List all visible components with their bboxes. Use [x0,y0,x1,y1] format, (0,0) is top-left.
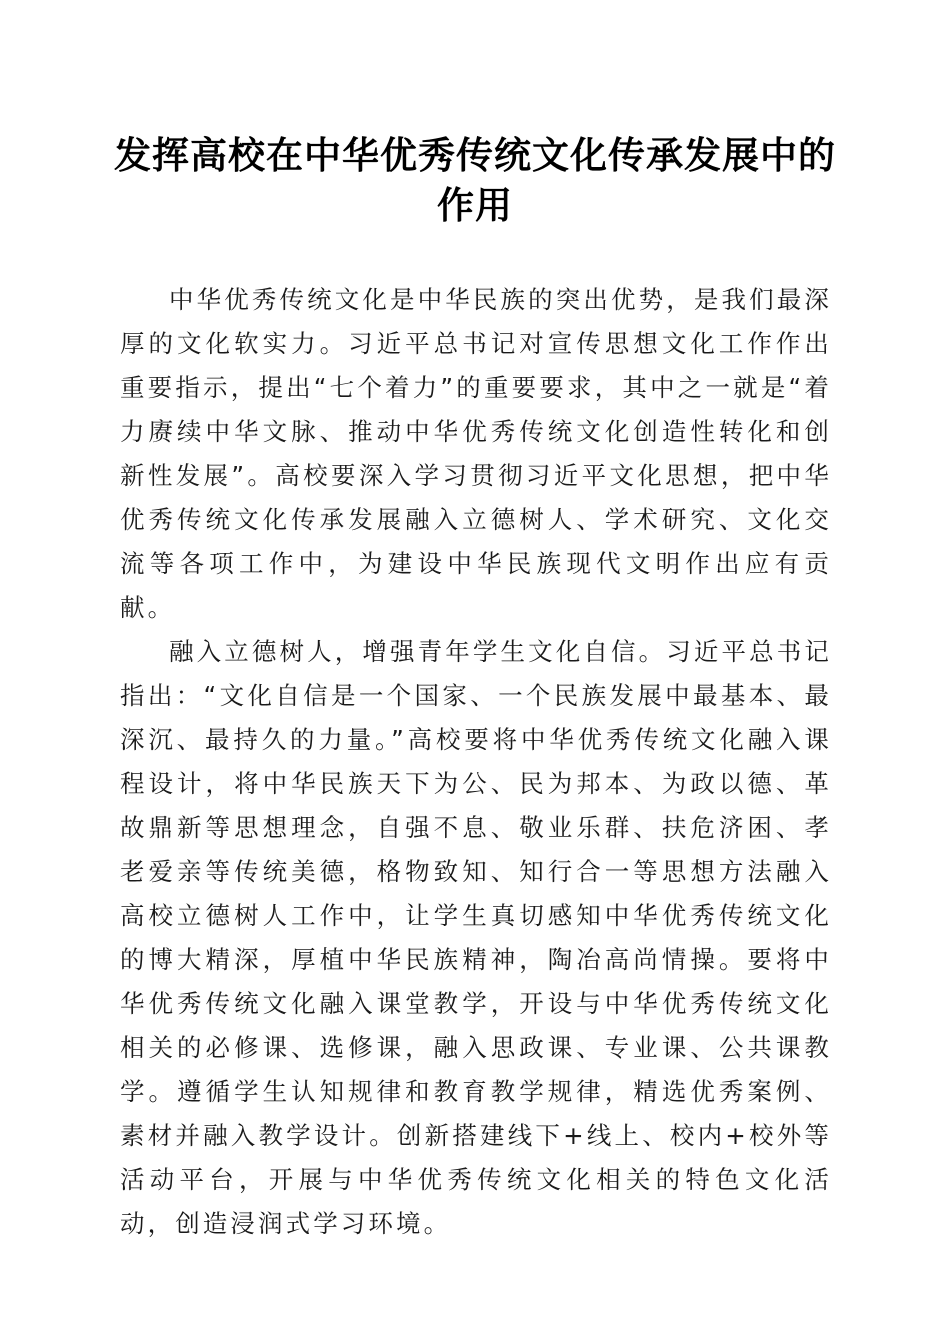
paragraph-moral-education: 融入立德树人，增强青年学生文化自信。习近平总书记指出：“文化自信是一个国家、一个民族发展中最基本、最深沉、最持久的力量。”高校要将中华优秀传统文化融入课程设计，将中华民族天下为公、民为邦本、为政以德、革故鼎新等思想理念，自强不息、敬业乐群、扶危济困、孝老爱亲等传统美德，格物致知、知行合一等思想方法融入高校立德树人工作中，让学生真切感知中华优秀传统文化的博大精深，厚植中华民族精神，陶冶高尚情操。要将中华优秀传统文化融入课堂教学，开设与中华优秀传统文化相关的必修课、选修课，融入思政课、专业课、公共课教学。遵循学生认知规律和教育教学规律，精选优秀案例、素材并融入教学设计。创新搭建线下+线上、校内+校外等活动平台，开展与中华优秀传统文化相关的特色文化活动，创造浸润式学习环境。 [120,637,832,1238]
document-body [120,278,832,1246]
document-title: 发挥高校在中华优秀传统文化传承发展中的作用 [114,133,836,227]
paragraph-intro: 中华优秀传统文化是中华民族的突出优势，是我们最深厚的文化软实力。习近平总书记对宣传思想文化工作作出重要指示，提出“七个着力”的重要要求，其中之一就是“着力赓续中华文脉、推动中华优秀传统文化创造性转化和创新性发展”。高校要深入学习贯彻习近平文化思想，把中华优秀传统文化传承发展融入立德树人、学术研究、文化交流等各项工作中，为建设中华民族现代文明作出应有贡献。 [120,285,832,622]
